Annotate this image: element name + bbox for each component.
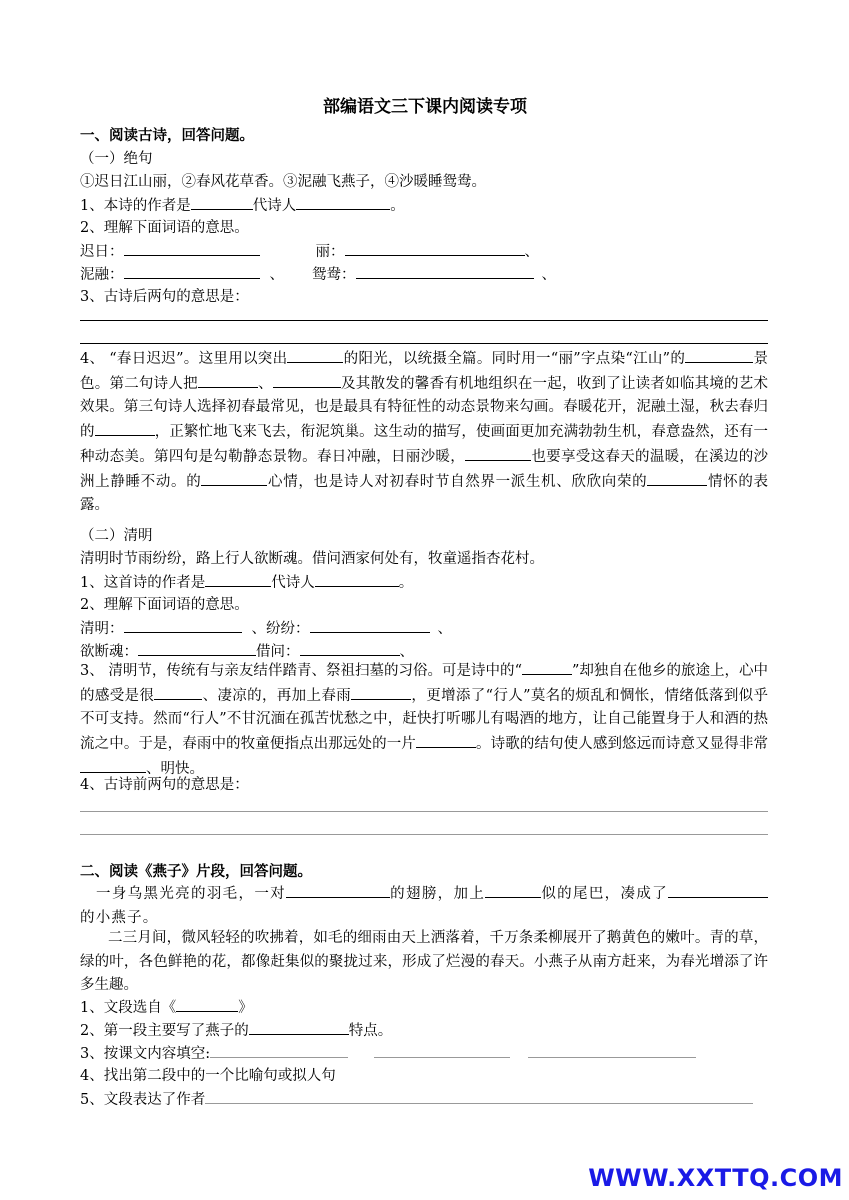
q-text: ，正繁忙地飞来飞去，衔泥筑巢。这生动的描写，使画面更加充满勃勃生机，春意盎然，还有一种动态美。第四句是勾勒静态景物。春日冲融，日丽沙暖，: [80, 424, 769, 465]
poem1-subtitle: （一）绝句: [80, 151, 153, 167]
answer-blank[interactable]: [191, 194, 253, 210]
answer-blank[interactable]: [351, 684, 411, 700]
answer-blank[interactable]: [296, 194, 390, 210]
q-text: 代诗人: [252, 198, 297, 214]
poem1-question4: [80, 347, 768, 518]
section2-question2: [80, 1019, 770, 1042]
word-label: 鸳鸯：: [312, 267, 356, 283]
poem1-question1: [80, 194, 770, 217]
poem1-words-row2: [80, 263, 770, 286]
answer-blank[interactable]: [154, 684, 202, 700]
page-title: 部编语文三下课内阅读专项: [323, 97, 527, 117]
separator: 、: [524, 244, 539, 260]
answer-blank[interactable]: [210, 1042, 348, 1058]
poem2-question2: 2、理解下面词语的意思。: [80, 597, 249, 613]
answer-blank[interactable]: [124, 240, 260, 256]
word-label: 丽：: [315, 244, 345, 260]
answer-line[interactable]: [80, 343, 768, 344]
q-text: 代诗人: [271, 575, 315, 591]
q-text: 。诗歌的结句使人感到悠远而诗意又显得非常: [475, 736, 768, 753]
answer-blank[interactable]: [522, 659, 572, 675]
answer-blank[interactable]: [286, 882, 390, 898]
answer-blank[interactable]: [647, 470, 707, 486]
q-text: 也要享受这春天的温暖，在溪边的沙洲上静睡不动。的: [80, 448, 768, 490]
q-text: 的小燕子。: [80, 909, 159, 926]
answer-blank[interactable]: [124, 617, 242, 633]
poem1-text: ①迟日江山丽，②春风花草香。③泥融飞燕子，④沙暖睡鸳鸯。: [80, 174, 486, 190]
answer-line[interactable]: [80, 834, 768, 835]
answer-blank[interactable]: [124, 263, 260, 279]
word-label: 欲断魂：: [80, 644, 138, 660]
answer-blank[interactable]: [300, 640, 400, 656]
answer-blank[interactable]: [201, 470, 267, 486]
answer-blank[interactable]: [345, 240, 525, 256]
answer-blank[interactable]: [668, 882, 768, 898]
poem2-subtitle: （二）清明: [80, 528, 153, 544]
answer-blank[interactable]: [310, 617, 430, 633]
q-text: 、凄凉的，再加上春雨: [202, 687, 352, 704]
q-text: 似的尾巴，凑成了: [541, 886, 669, 902]
answer-blank[interactable]: [485, 882, 541, 898]
poem2-question4: 4、古诗前两句的意思是：: [80, 777, 249, 793]
q-text: 的阳光，以统摄全篇。同时用一“丽”字点染“江山”的: [343, 351, 686, 367]
answer-blank[interactable]: [198, 372, 258, 388]
q-text: 及其散发的馨香有机地组织在一起，收到了让读者如临其境的艺术效果。第三句诗人选择初春最常见，也是最具有特征性的动态景物来勾画。春暖花开，泥融土湿，秋去春归的: [80, 375, 769, 441]
passage-paragraph-2: 二三月间，微风轻轻的吹拂着，如毛的细雨由天上洒落着，千万条柔柳展开了鹅黄色的嫩叶。青的草，绿的叶，各色鲜艳的花，都像赶集似的聚拢过来，形成了烂漫的春天。小燕子从南方赶来，为春光增添了许多生趣。: [80, 930, 768, 994]
q-text: 1、这首诗的作者是: [80, 575, 206, 591]
section2-question1: [80, 996, 770, 1019]
q-text: 3、按课文内容填空:: [80, 1046, 211, 1062]
answer-blank[interactable]: [176, 996, 238, 1012]
answer-blank[interactable]: [465, 445, 531, 461]
word-label: 迟日：: [80, 244, 124, 260]
word-label: 清明：: [80, 621, 124, 637]
q-text: 的翅膀，加上: [390, 886, 486, 902]
answer-blank[interactable]: [287, 347, 343, 363]
poem2-text: 清明时节雨纷纷，路上行人欲断魂。借问酒家何处有，牧童遥指杏花村。: [80, 551, 544, 567]
answer-blank[interactable]: [205, 1088, 753, 1104]
q-text: 2、第一段主要写了燕子的: [80, 1023, 249, 1039]
q-text: 3、 清明节，传统有与亲友结伴踏青、祭祖扫墓的习俗。可是诗中的“: [80, 663, 522, 679]
answer-blank[interactable]: [374, 1042, 510, 1058]
answer-blank[interactable]: [138, 640, 256, 656]
word-label: 泥融：: [80, 267, 124, 283]
answer-blank[interactable]: [356, 263, 534, 279]
q-text: 、明快。: [146, 760, 204, 777]
q-text: 、: [257, 375, 273, 392]
section1-heading: 一、阅读古诗，回答问题。: [80, 128, 254, 144]
q-text: 一身乌黑光亮的羽毛，一对: [96, 886, 287, 902]
poem2-question3: [80, 659, 768, 782]
answer-blank[interactable]: [95, 420, 155, 436]
separator: 、: [269, 267, 284, 283]
poem1-question2: 2、理解下面词语的意思。: [80, 220, 249, 236]
poem1-words-row1: [80, 240, 770, 263]
answer-blank[interactable]: [528, 1042, 696, 1058]
q-text: 1、文段选自《: [80, 1000, 177, 1016]
q-text: 1、本诗的作者是: [80, 198, 191, 214]
answer-blank[interactable]: [315, 571, 399, 587]
q-text: ，更增添了“行人”莫名的烦乱和惆怅，情绪低落到似乎不可支持。然而“行人”不甘沉湎在孤苦忧愁之中，赶快打听哪儿有喝酒的地方，让自己能置身于人和酒的热流之中。于是，春雨中的牧童便指点出那远处的一片: [80, 687, 769, 753]
answer-line[interactable]: [80, 811, 768, 812]
q-text: 景色。第二句诗人把: [80, 351, 768, 392]
q-text: 5、文段表达了作者: [80, 1092, 206, 1108]
separator: 、: [399, 644, 414, 660]
passage-paragraph-1: [80, 882, 768, 930]
q-text: 。: [390, 198, 405, 214]
separator: 、: [437, 621, 452, 637]
answer-blank[interactable]: [80, 757, 146, 773]
section2-question3: [80, 1042, 770, 1065]
q-text: 心情，也是诗人对初春时节自然界一派生机、欣欣向荣的: [267, 473, 648, 490]
word-label: 、纷纷：: [251, 621, 310, 637]
section2-heading: 二、阅读《燕子》片段，回答问题。: [80, 864, 312, 880]
section2-question4: 4、找出第二段中的一个比喻句或拟人句: [80, 1068, 336, 1084]
word-label: 借问：: [256, 644, 300, 660]
answer-blank[interactable]: [273, 372, 341, 388]
poem1-question3: 3、古诗后两句的意思是：: [80, 289, 249, 305]
q-text: 情怀的表露。: [80, 473, 769, 514]
section2-question5: [80, 1088, 770, 1111]
q-text: 》: [238, 1000, 253, 1016]
poem2-question1: [80, 571, 770, 594]
q-text: ”却独自在他乡的旅途上，心中的感受是很: [80, 663, 768, 704]
poem2-words-row1: [80, 617, 770, 640]
answer-blank[interactable]: [685, 347, 753, 363]
q-text: 4、 “春日迟迟”。这里用以突出: [80, 351, 288, 367]
answer-blank[interactable]: [416, 732, 476, 748]
answer-blank[interactable]: [249, 1019, 349, 1035]
separator: 、: [541, 267, 556, 283]
q-text: 特点。: [348, 1023, 393, 1039]
q-text: 。: [398, 575, 414, 591]
answer-blank[interactable]: [205, 571, 271, 587]
answer-line[interactable]: [80, 320, 768, 321]
site-watermark: WWW.XXTTQ.COM: [588, 1164, 843, 1192]
